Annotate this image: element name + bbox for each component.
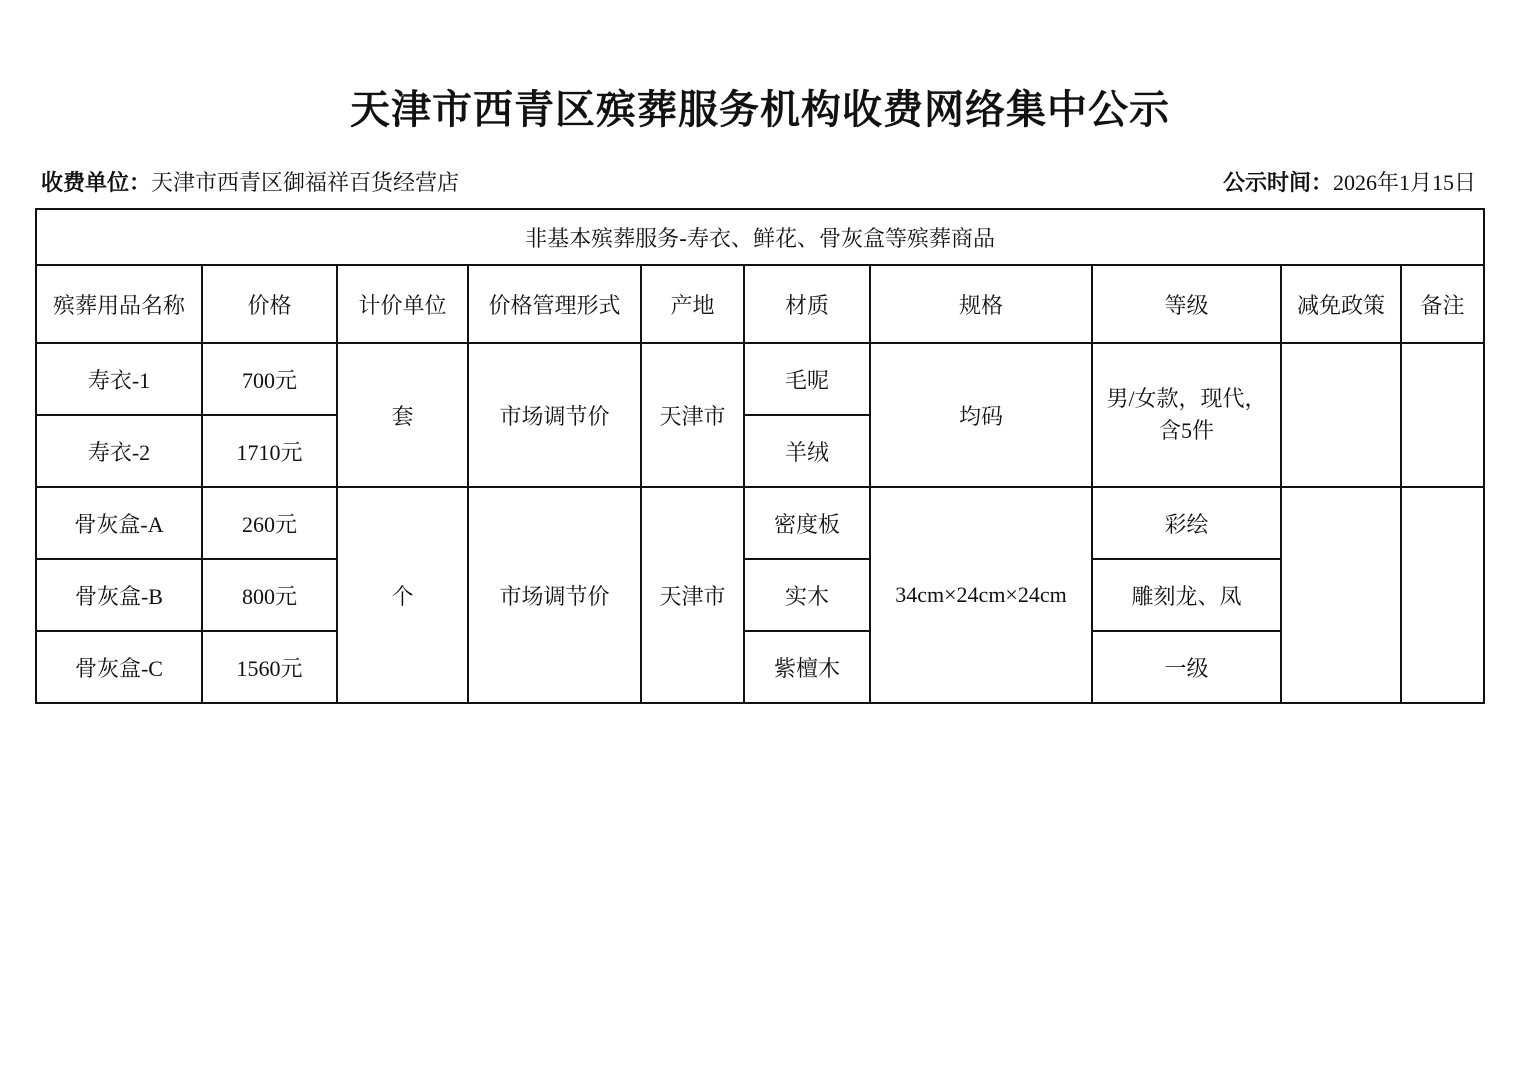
table-row (36, 559, 1484, 631)
item-material: 紫檀木 (744, 631, 870, 703)
header-pricing-form: 价格管理形式 (468, 265, 641, 343)
header-spec: 规格 (870, 265, 1092, 343)
charging-unit-value: 天津市西青区御福祥百货经营店 (151, 170, 460, 195)
item-unit: 个 (337, 487, 468, 703)
item-remark (1401, 487, 1484, 703)
charging-unit (41, 166, 459, 197)
item-name: 骨灰盒-B (36, 559, 202, 631)
table-row (36, 343, 1484, 415)
item-grade: 雕刻龙、凤 (1092, 559, 1281, 631)
item-spec: 均码 (870, 343, 1092, 487)
item-material: 羊绒 (744, 415, 870, 487)
header-discount: 减免政策 (1281, 265, 1401, 343)
item-grade: 一级 (1092, 631, 1281, 703)
fee-table (35, 208, 1485, 704)
item-discount (1281, 487, 1401, 703)
table-row (36, 487, 1484, 559)
item-unit: 套 (337, 343, 468, 487)
table-row (36, 631, 1484, 703)
item-grade: 彩绘 (1092, 487, 1281, 559)
item-material: 毛呢 (744, 343, 870, 415)
publish-date-value: 2026年1月15日 (1332, 170, 1476, 195)
table-caption: 非基本殡葬服务-寿衣、鲜花、骨灰盒等殡葬商品 (36, 209, 1484, 265)
header-grade: 等级 (1092, 265, 1281, 343)
header-origin: 产地 (641, 265, 744, 343)
item-material: 实木 (744, 559, 870, 631)
item-grade: 男/女款，现代，含5件 (1092, 343, 1281, 487)
item-price: 1710元 (202, 415, 337, 487)
header-name: 殡葬用品名称 (36, 265, 202, 343)
publish-date (1223, 166, 1476, 197)
header-remark: 备注 (1401, 265, 1484, 343)
item-name: 骨灰盒-A (36, 487, 202, 559)
item-spec: 34cm×24cm×24cm (870, 487, 1092, 703)
item-remark (1401, 343, 1484, 487)
item-discount (1281, 343, 1401, 487)
item-pricing-form: 市场调节价 (468, 487, 641, 703)
publish-date-label: 公示时间： (1222, 171, 1333, 196)
item-material: 密度板 (744, 487, 870, 559)
item-name: 寿衣-1 (36, 343, 202, 415)
header-material: 材质 (744, 265, 870, 343)
header-price: 价格 (202, 265, 337, 343)
table-header-row (36, 265, 1484, 343)
charging-unit-label: 收费单位： (41, 171, 152, 196)
item-origin: 天津市 (641, 487, 744, 703)
item-pricing-form: 市场调节价 (468, 343, 641, 487)
item-price: 260元 (202, 487, 337, 559)
item-origin: 天津市 (641, 343, 744, 487)
item-price: 800元 (202, 559, 337, 631)
header-unit: 计价单位 (337, 265, 468, 343)
page-title: 天津市西青区殡葬服务机构收费网络集中公示 (350, 86, 1170, 133)
item-name: 骨灰盒-C (36, 631, 202, 703)
item-name: 寿衣-2 (36, 415, 202, 487)
item-price: 700元 (202, 343, 337, 415)
item-price: 1560元 (202, 631, 337, 703)
